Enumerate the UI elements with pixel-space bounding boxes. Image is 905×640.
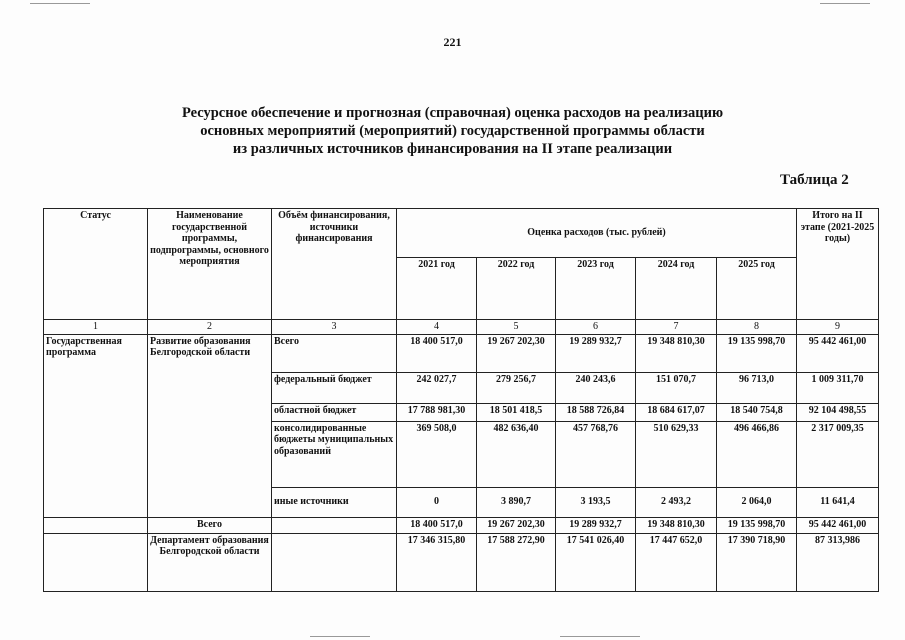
department-name: Департамент образования Белгородской области <box>148 533 272 591</box>
value-cell: 18 540 754,8 <box>717 403 797 421</box>
value-cell: 19 289 932,7 <box>556 517 636 533</box>
header-name: Наименование государственной программы, подпрограммы, основного мероприятия <box>148 209 272 320</box>
value-cell: 18 588 726,84 <box>556 403 636 421</box>
value-cell: 17 390 718,90 <box>717 533 797 591</box>
value-cell: 510 629,33 <box>636 421 717 487</box>
total-cell: 87 313,986 <box>797 533 879 591</box>
value-cell: 19 135 998,70 <box>717 517 797 533</box>
value-cell: 17 346 315,80 <box>397 533 477 591</box>
value-cell: 0 <box>397 487 477 517</box>
total-row-label: Всего <box>148 517 272 533</box>
header-year: 2024 год <box>636 258 717 320</box>
value-cell: 19 348 810,30 <box>636 334 717 372</box>
total-row <box>44 517 879 533</box>
value-cell: 3 890,7 <box>477 487 556 517</box>
column-number: 6 <box>556 320 636 335</box>
scan-artifact-bottom-mid <box>310 636 370 637</box>
value-cell: 2 064,0 <box>717 487 797 517</box>
scan-artifact-top-left <box>30 3 90 4</box>
page-number: 221 <box>443 35 462 49</box>
value-cell: 19 348 810,30 <box>636 517 717 533</box>
header-estimate: Оценка расходов (тыс. рублей) <box>397 209 797 258</box>
column-number-row <box>44 320 879 335</box>
total-cell: 2 317 009,35 <box>797 421 879 487</box>
title-line: основных мероприятий (мероприятий) государственной программы области <box>200 123 705 139</box>
total-cell: 92 104 498,55 <box>797 403 879 421</box>
header-year: 2022 год <box>477 258 556 320</box>
header-total: Итого на II этапе (2021-2025 годы) <box>797 209 879 320</box>
value-cell: 19 135 998,70 <box>717 334 797 372</box>
column-number: 3 <box>272 320 397 335</box>
value-cell: 482 636,40 <box>477 421 556 487</box>
title-line: из различных источников финансирования на II этапе реализации <box>232 141 673 157</box>
scan-artifact-bottom-right <box>560 636 640 637</box>
value-cell: 3 193,5 <box>556 487 636 517</box>
source-label: Всего <box>272 334 397 372</box>
value-cell: 18 501 418,5 <box>477 403 556 421</box>
value-cell: 457 768,76 <box>556 421 636 487</box>
header-year: 2025 год <box>717 258 797 320</box>
value-cell: 96 713,0 <box>717 372 797 403</box>
column-number: 4 <box>397 320 477 335</box>
scan-artifact-top-right <box>820 3 870 4</box>
column-number: 9 <box>797 320 879 335</box>
total-cell: 95 442 461,00 <box>797 334 879 372</box>
value-cell: 17 588 272,90 <box>477 533 556 591</box>
empty-cell <box>44 533 148 591</box>
value-cell: 369 508,0 <box>397 421 477 487</box>
value-cell: 18 400 517,0 <box>397 517 477 533</box>
empty-cell <box>44 517 148 533</box>
column-number: 2 <box>148 320 272 335</box>
title-line: Ресурсное обеспечение и прогнозная (справочная) оценка расходов на реализацию <box>181 105 724 121</box>
empty-cell <box>272 517 397 533</box>
value-cell: 496 466,86 <box>717 421 797 487</box>
value-cell: 242 027,7 <box>397 372 477 403</box>
value-cell: 19 267 202,30 <box>477 517 556 533</box>
value-cell: 240 243,6 <box>556 372 636 403</box>
source-label: иные источники <box>272 487 397 517</box>
header-year: 2023 год <box>556 258 636 320</box>
column-number: 5 <box>477 320 556 335</box>
table-label: Таблица 2 <box>780 172 849 188</box>
header-status: Статус <box>44 209 148 320</box>
empty-cell <box>272 533 397 591</box>
column-number: 8 <box>717 320 797 335</box>
header-row <box>44 209 879 258</box>
source-label: консолидированные бюджеты муниципальных образований <box>272 421 397 487</box>
column-number: 7 <box>636 320 717 335</box>
department-row <box>44 533 879 591</box>
financing-table <box>43 208 879 592</box>
column-number: 1 <box>44 320 148 335</box>
total-cell: 95 442 461,00 <box>797 517 879 533</box>
value-cell: 17 541 026,40 <box>556 533 636 591</box>
header-volume: Объём финансирования, источники финансирования <box>272 209 397 320</box>
value-cell: 151 070,7 <box>636 372 717 403</box>
program-status: Государственная программа <box>44 334 148 517</box>
value-cell: 18 684 617,07 <box>636 403 717 421</box>
total-cell: 11 641,4 <box>797 487 879 517</box>
value-cell: 17 788 981,30 <box>397 403 477 421</box>
header-year: 2021 год <box>397 258 477 320</box>
value-cell: 19 267 202,30 <box>477 334 556 372</box>
value-cell: 2 493,2 <box>636 487 717 517</box>
value-cell: 18 400 517,0 <box>397 334 477 372</box>
value-cell: 279 256,7 <box>477 372 556 403</box>
value-cell: 19 289 932,7 <box>556 334 636 372</box>
document-title <box>0 104 905 158</box>
value-cell: 17 447 652,0 <box>636 533 717 591</box>
source-label: областной бюджет <box>272 403 397 421</box>
source-label: федеральный бюджет <box>272 372 397 403</box>
total-cell: 1 009 311,70 <box>797 372 879 403</box>
table-row <box>44 334 879 372</box>
program-name: Развитие образования Белгородской области <box>148 334 272 517</box>
